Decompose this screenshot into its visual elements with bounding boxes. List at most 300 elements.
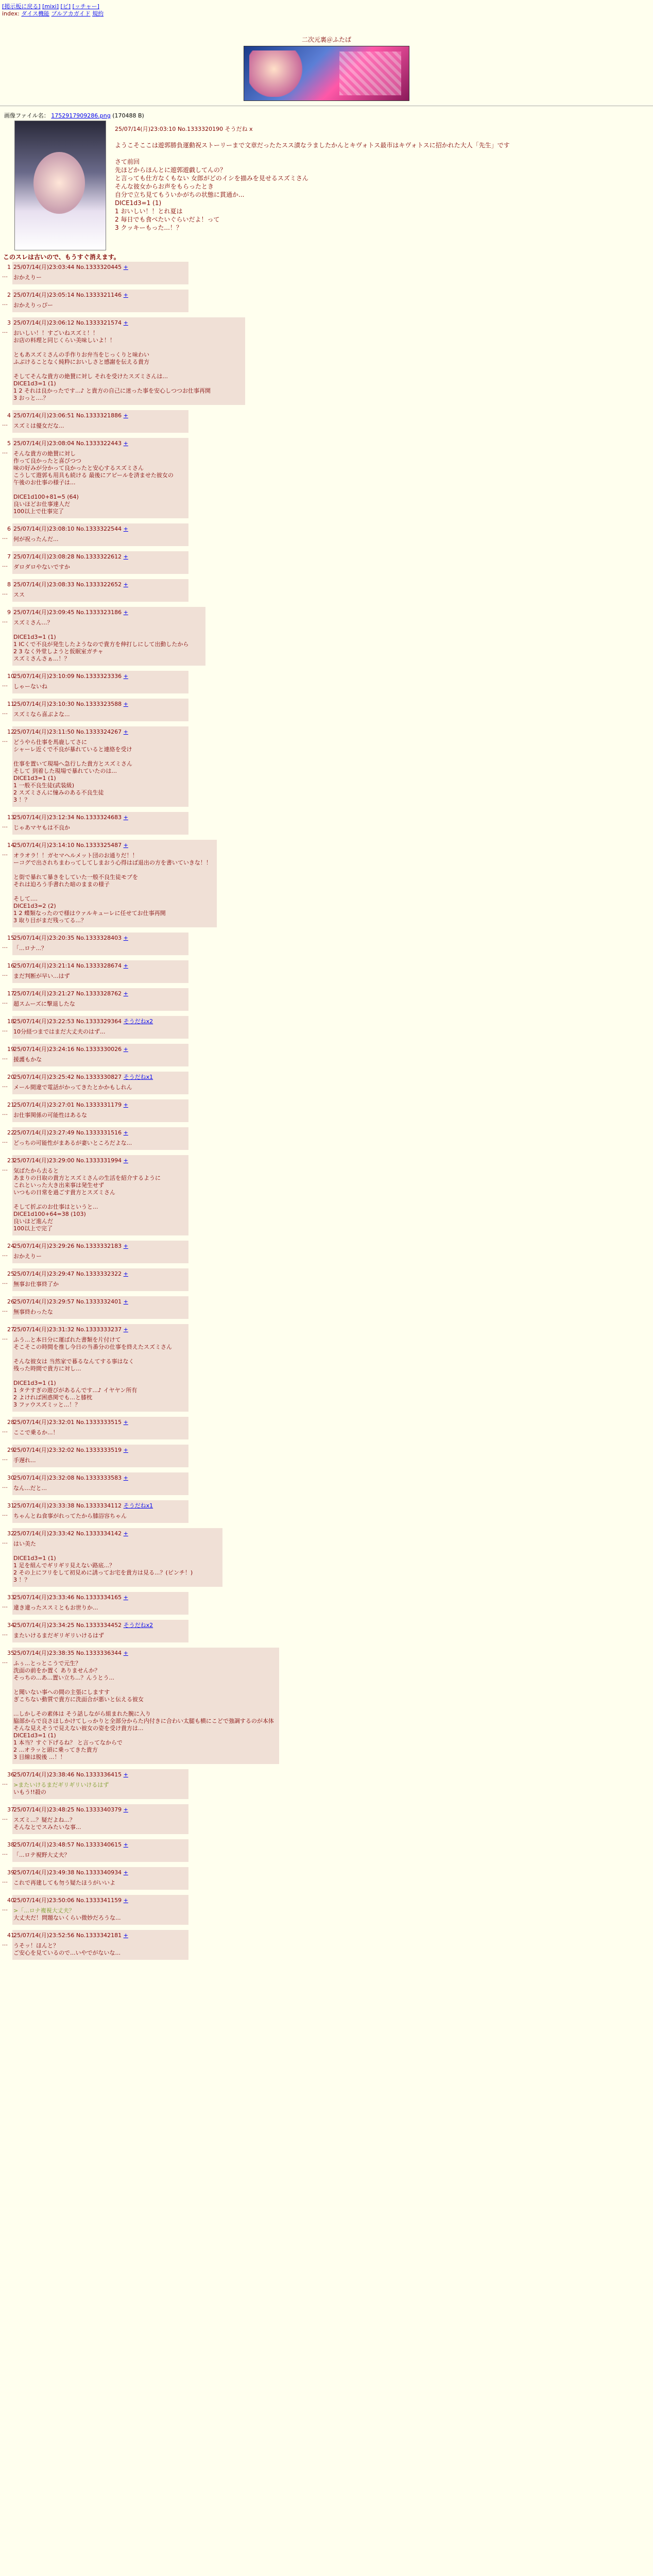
reply-body-line: じゃあマヤもは不良か xyxy=(13,824,70,831)
sodane-plus-button[interactable]: + xyxy=(123,673,128,680)
reply-dash: … xyxy=(2,1877,8,1884)
reply-body-line: ーコグで出されちまわってしてしまおう心得はば退出の方を書いていきな！！ xyxy=(13,859,212,866)
reply-post xyxy=(12,1592,188,1615)
reply-date[interactable]: 25/07/14(月)23:38:46 xyxy=(13,1771,75,1778)
reply-body-line: 1 2 それは良かったです...♪ と貴方の自己に迷った事を安心しつつお仕事再開 xyxy=(13,387,211,394)
reply-body-line: スス xyxy=(13,591,25,598)
sodane-plus-button[interactable]: + xyxy=(123,962,128,969)
sodane-plus-button[interactable]: + xyxy=(123,1046,128,1053)
sodane-plus-button[interactable]: + xyxy=(123,1419,128,1426)
reply-dash: … xyxy=(2,1279,8,1285)
reply-body xyxy=(13,1028,183,1036)
reply-number[interactable]: No.1333331994 xyxy=(74,1157,124,1164)
reply-header xyxy=(13,1475,183,1482)
reply-number[interactable]: No.1333322544 xyxy=(74,526,124,532)
reply-number[interactable]: No.1333334452 xyxy=(74,1622,124,1629)
reply-body-line: シャーレ近くで不良が暴れていると連絡を受け xyxy=(13,746,132,753)
reply-body-line: そして折ぶのお仕事はというと... xyxy=(13,1204,98,1210)
reply-number[interactable]: No.1333334112 xyxy=(74,1502,124,1509)
reply-index: 29 xyxy=(7,1447,14,1453)
reply-number[interactable]: No.1333323588 xyxy=(74,701,124,707)
reply-body-line: 超スムーズに撃退したな xyxy=(13,1001,75,1007)
sodane-plus-button[interactable]: + xyxy=(123,1475,128,1481)
reply-date[interactable]: 25/07/14(月)23:32:08 xyxy=(13,1475,75,1481)
reply-index: 21 xyxy=(7,1101,14,1108)
reply-index: 26 xyxy=(7,1298,14,1305)
reply-header xyxy=(13,1074,183,1081)
sodane-plus-button[interactable]: + xyxy=(123,1841,128,1848)
reply-body-line: 味の好みが分かって良かったと安心するスズミさん xyxy=(13,465,144,471)
reply-number[interactable]: No.1333342181 xyxy=(74,1932,124,1939)
sodane-plus-button[interactable]: + xyxy=(123,1650,128,1656)
nav-link-mixi[interactable]: [mixi] xyxy=(42,3,59,10)
reply-dash: … xyxy=(2,589,8,596)
reply-date[interactable]: 25/07/14(月)23:33:42 xyxy=(13,1530,75,1537)
reply-date[interactable]: 25/07/14(月)23:08:04 xyxy=(13,440,75,447)
reply-body-line xyxy=(13,753,183,760)
reply-date[interactable]: 25/07/14(月)23:06:51 xyxy=(13,412,75,419)
reply-dash: … xyxy=(2,1138,8,1144)
reply-date[interactable]: 25/07/14(月)23:20:35 xyxy=(13,935,75,941)
reply-body-line: 「...ロナ...？ xyxy=(13,945,47,952)
reply-number[interactable]: No.1333330026 xyxy=(74,1046,124,1053)
reply-body-line: はい美た xyxy=(13,1540,36,1547)
reply-dash: … xyxy=(2,300,8,307)
reply-number[interactable]: No.1333324267 xyxy=(74,728,124,735)
reply-index: 39 xyxy=(7,1869,14,1876)
reply-date[interactable]: 25/07/14(月)23:27:49 xyxy=(13,1129,75,1136)
reply-post xyxy=(12,1155,188,1235)
reply-body-line: おいしい！！すごいねスズミ！！ xyxy=(13,330,98,336)
reply-header xyxy=(13,990,183,997)
reply-body-line xyxy=(13,888,212,895)
sodane-plus-button[interactable]: + xyxy=(123,842,128,849)
op-body-line: 3 クッキーもった...！？ xyxy=(115,224,182,231)
reply-body-line: 2 その上にフリをして初見めに誘ってお宅を貴方は見る...？(ピンチ！) xyxy=(13,1569,193,1576)
reply-number[interactable]: No.1333321574 xyxy=(74,319,124,326)
reply-dash: … xyxy=(2,420,8,427)
reply-date[interactable]: 25/07/14(月)23:48:25 xyxy=(13,1806,75,1813)
reply-number[interactable]: No.1333333237 xyxy=(74,1326,124,1333)
op-file-link[interactable]: 1752917909286.png xyxy=(51,112,111,119)
reply-post xyxy=(12,1648,279,1764)
reply-index: 32 xyxy=(7,1530,14,1537)
top-nav-row-1 xyxy=(2,3,104,10)
reply-body-line: いもう!!殺の xyxy=(13,1789,46,1795)
reply-date[interactable]: 25/07/14(月)23:38:35 xyxy=(13,1650,75,1656)
reply-dash: … xyxy=(2,1780,8,1786)
reply-number[interactable]: No.1333340934 xyxy=(74,1869,124,1876)
reply-body-line: ふう...と本日分に運ばれた書類を片付けて xyxy=(13,1336,121,1343)
reply-post xyxy=(12,1500,188,1523)
reply-number[interactable]: No.1333323336 xyxy=(74,673,124,680)
reply-date[interactable]: 25/07/14(月)23:33:38 xyxy=(13,1502,75,1509)
reply-body xyxy=(13,824,183,832)
sodane-plus-button[interactable]: + xyxy=(123,526,128,532)
reply-body-line: そして 到着した現場で暴れていたのは... xyxy=(13,768,117,774)
sodane-plus-button[interactable]: + xyxy=(123,1594,128,1601)
reply-body-line: ここで乗るか...！ xyxy=(13,1429,59,1436)
nav-link-dice[interactable]: ダイス機能 xyxy=(21,10,49,17)
reply-post xyxy=(12,1839,188,1862)
reply-post xyxy=(12,607,205,666)
reply-body xyxy=(13,1942,183,1957)
reply-date[interactable]: 25/07/14(月)23:11:50 xyxy=(13,728,75,735)
sodane-plus-button[interactable]: + xyxy=(123,814,128,821)
reply-index: 3 xyxy=(7,319,11,326)
sodane-plus-button[interactable]: + xyxy=(123,609,128,616)
reply-header xyxy=(13,1771,183,1778)
reply-header xyxy=(13,292,183,299)
reply-dash: … xyxy=(2,1082,8,1089)
op-post xyxy=(4,111,648,231)
reply-date[interactable]: 25/07/14(月)23:10:30 xyxy=(13,701,75,707)
reply-header xyxy=(13,264,183,271)
sodane-plus-button[interactable]: + xyxy=(123,440,128,447)
reply-date[interactable]: 25/07/14(月)23:33:46 xyxy=(13,1594,75,1601)
sodane-plus-button[interactable]: + xyxy=(123,553,128,560)
sodane-plus-button[interactable]: + xyxy=(123,1771,128,1778)
reply-date[interactable]: 25/07/14(月)23:08:10 xyxy=(13,526,75,532)
reply-date[interactable]: 25/07/14(月)23:29:47 xyxy=(13,1270,75,1277)
reply-quote: >「...ロナ複視大丈夫？ xyxy=(13,1907,75,1914)
reply-header xyxy=(13,1101,183,1109)
reply-dash: … xyxy=(2,562,8,568)
reply-date[interactable]: 25/07/14(月)23:21:14 xyxy=(13,962,75,969)
reply-index: 38 xyxy=(7,1841,14,1848)
reply-body-line: 3 目線は脱後 ...！！ xyxy=(13,1754,66,1760)
reply-body-line: 1 ICくで不良が発生したようなので貴方を伸打しにして出動したから xyxy=(13,641,189,648)
sodane-plus-button[interactable]: + xyxy=(123,1897,128,1904)
sodane-plus-button[interactable]: + xyxy=(123,292,128,298)
reply-post xyxy=(12,1072,188,1094)
reply-number[interactable]: No.1333332401 xyxy=(74,1298,124,1305)
reply-date[interactable]: 25/07/14(月)23:52:56 xyxy=(13,1932,75,1939)
reply-body-line: 100以上で仕事完了 xyxy=(13,508,64,515)
reply-number[interactable]: No.1333322443 xyxy=(74,440,124,447)
reply-body-line: 1 タテすぎの遊びがあるんです...♪ イヤヤン所有 xyxy=(13,1387,138,1394)
reply-number[interactable]: No.1333330827 xyxy=(74,1074,124,1080)
reply-dash: … xyxy=(2,943,8,950)
sodane-plus-button[interactable]: + xyxy=(123,1129,128,1136)
reply-date[interactable]: 25/07/14(月)23:14:10 xyxy=(13,842,75,849)
reply-body xyxy=(13,591,183,599)
reply-body-line: そんな貴方の絶賛に対し xyxy=(13,450,76,457)
reply-body-line: 2 ...オラッと頭に乗ってきた貴方 xyxy=(13,1747,98,1753)
sodane-plus-button[interactable]: + xyxy=(123,935,128,941)
reply-header xyxy=(13,526,183,533)
reply-number[interactable]: No.1333322612 xyxy=(74,553,124,560)
op-body-line: 2 毎日でも食べたいぐらいだよ！って xyxy=(115,216,220,223)
reply-index: 33 xyxy=(7,1594,14,1601)
reply-date[interactable]: 25/07/14(月)23:05:14 xyxy=(13,292,75,298)
op-body-line: と言っても仕方なくもない 女郎がどのイシを描みを見せるスズミさん xyxy=(115,175,308,182)
reply-body-line: 10分経つまではまだ大丈夫のはず... xyxy=(13,1028,106,1035)
reply-body xyxy=(13,422,183,430)
op-file-line xyxy=(4,111,648,120)
reply-header xyxy=(13,728,183,736)
reply-header xyxy=(13,1502,183,1510)
reply-number[interactable]: No.1333320445 xyxy=(74,264,124,270)
reply-number[interactable]: No.1333336344 xyxy=(74,1650,124,1656)
reply-post xyxy=(12,262,188,284)
reply-date[interactable]: 25/07/14(月)23:08:33 xyxy=(13,581,75,588)
reply-number[interactable]: No.1333328762 xyxy=(74,990,124,997)
op-thumbnail-image[interactable] xyxy=(14,121,106,250)
sodane-plus-button[interactable]: + xyxy=(123,728,128,735)
reply-date[interactable]: 25/07/14(月)23:29:00 xyxy=(13,1157,75,1164)
reply-body xyxy=(13,564,183,571)
reply-body-line xyxy=(13,486,183,494)
reply-body xyxy=(13,1253,183,1260)
reply-number[interactable]: No.1333331516 xyxy=(74,1129,124,1136)
reply-body xyxy=(13,1632,183,1639)
sodane-button[interactable]: そうだねx1 xyxy=(123,1502,153,1509)
reply-header xyxy=(13,1932,183,1939)
sodane-plus-button[interactable]: + xyxy=(123,1298,128,1305)
reply-body xyxy=(13,1879,183,1887)
reply-date[interactable]: 25/07/14(月)23:27:01 xyxy=(13,1101,75,1108)
reply-number[interactable]: No.1333321146 xyxy=(74,292,124,298)
reply-date[interactable]: 25/07/14(月)23:09:45 xyxy=(13,609,75,616)
reply-body xyxy=(13,1309,183,1316)
reply-body-line: そこそこの時間を推し今日の当番分の仕事を終えたスズミさん xyxy=(13,1344,172,1350)
sodane-button[interactable]: そうだねx2 xyxy=(123,1622,153,1629)
sodane-button[interactable]: そうだねx2 xyxy=(123,1018,153,1025)
reply-dash: … xyxy=(2,1054,8,1061)
reply-header xyxy=(13,962,183,970)
reply-dash: … xyxy=(2,1334,8,1341)
reply-post xyxy=(12,1127,188,1150)
reply-date[interactable]: 25/07/14(月)23:32:02 xyxy=(13,1447,75,1453)
reply-date[interactable]: 25/07/14(月)23:32:01 xyxy=(13,1419,75,1426)
reply-header xyxy=(13,553,183,561)
reply-number[interactable]: No.1333334142 xyxy=(74,1530,124,1537)
sodane-plus-button[interactable]: + xyxy=(123,1157,128,1164)
reply-body-line xyxy=(13,1196,183,1204)
reply-number[interactable]: No.1333340379 xyxy=(74,1806,124,1813)
reply-body-line: メール間違で電話がかってきたとかかもしれん xyxy=(13,1084,132,1091)
board-banner-image[interactable] xyxy=(244,46,409,101)
sodane-plus-button[interactable]: + xyxy=(123,990,128,997)
sodane-plus-button[interactable]: + xyxy=(123,264,128,270)
reply-date[interactable]: 25/07/14(月)23:29:26 xyxy=(13,1243,75,1249)
reply-body-line: そんな見えそうで見えない彼女の姿を受け貴方は... xyxy=(13,1725,144,1732)
op-meta: 25/07/14(月)23:03:10 No.1333320190 そうだね x xyxy=(115,126,253,132)
reply-date[interactable]: 25/07/14(月)23:50:06 xyxy=(13,1897,75,1904)
reply-post xyxy=(12,1445,188,1467)
reply-date[interactable]: 25/07/14(月)23:29:57 xyxy=(13,1298,75,1305)
reply-number[interactable]: No.1333329364 xyxy=(74,1018,124,1025)
reply-number[interactable]: No.1333328403 xyxy=(74,935,124,941)
reply-body-line: お店の料理と同じくらい美味しいよ！！ xyxy=(13,337,115,344)
reply-index: 37 xyxy=(7,1806,14,1813)
reply-post xyxy=(12,1044,188,1066)
reply-body-line: 午後のお仕事の様子は... xyxy=(13,479,76,486)
reply-body-line: そんなとでスみたいな事... xyxy=(13,1824,81,1831)
reply-date[interactable]: 25/07/14(月)23:22:53 xyxy=(13,1018,75,1025)
reply-date[interactable]: 25/07/14(月)23:48:57 xyxy=(13,1841,75,1848)
reply-index: 14 xyxy=(7,842,14,849)
reply-index: 5 xyxy=(7,440,11,447)
reply-number[interactable]: No.1333341159 xyxy=(74,1897,124,1904)
reply-date[interactable]: 25/07/14(月)23:31:32 xyxy=(13,1326,75,1333)
reply-date[interactable]: 25/07/14(月)23:08:28 xyxy=(13,553,75,560)
reply-header xyxy=(13,1243,183,1250)
sodane-plus-button[interactable]: + xyxy=(123,1932,128,1939)
reply-body-line: そして.... xyxy=(13,895,38,902)
reply-body xyxy=(13,1056,183,1063)
sodane-plus-button[interactable]: + xyxy=(123,1869,128,1876)
reply-body-line: ちゃんとね食事がれってたから膝浴容ちゃん xyxy=(13,1513,127,1519)
reply-number[interactable]: No.1333336415 xyxy=(74,1771,124,1778)
reply-date[interactable]: 25/07/14(月)23:34:25 xyxy=(13,1622,75,1629)
reply-body-line: 3 取り目がまだ残ってる...？ xyxy=(13,917,87,924)
reply-number[interactable]: No.1333331179 xyxy=(74,1101,124,1108)
op-body xyxy=(115,141,527,232)
reply-body-line: 1 足を組んでギリギリ見えない路底...？ xyxy=(13,1562,115,1569)
reply-body-line: またいけるまだギリギリいけるはず xyxy=(13,1632,104,1639)
reply-body xyxy=(13,945,183,952)
reply-dash: … xyxy=(2,272,8,279)
reply-number[interactable]: No.1333325487 xyxy=(74,842,124,849)
reply-body-line: これといった大き出来事は発生せず xyxy=(13,1182,104,1189)
reply-body-line: DICE1d3=1 (1) xyxy=(13,380,56,387)
reply-index: 13 xyxy=(7,814,14,821)
reply-body xyxy=(13,450,183,515)
reply-post xyxy=(12,1804,188,1834)
reply-body-line: 100以上で完了 xyxy=(13,1225,53,1232)
nav-link-pi[interactable]: [ピ] xyxy=(60,3,71,10)
reply-post xyxy=(12,812,188,835)
op-body-line: 自分で立ち見てもういかがちの状態に貫通か... xyxy=(115,191,245,198)
sodane-plus-button[interactable]: + xyxy=(123,319,128,326)
reply-date[interactable]: 25/07/14(月)23:12:34 xyxy=(13,814,75,821)
reply-body-line: DICE1d3=1 (1) xyxy=(13,775,56,782)
reply-dash: … xyxy=(2,1815,8,1821)
reply-number[interactable]: No.1333328674 xyxy=(74,962,124,969)
reply-number[interactable]: No.1333322652 xyxy=(74,581,124,588)
sodane-plus-button[interactable]: + xyxy=(123,1447,128,1453)
reply-post xyxy=(12,726,188,807)
reply-post xyxy=(12,438,188,518)
reply-body-line: 1 本当？すぐ下げるね？ と言ってなからで xyxy=(13,1739,123,1746)
sodane-plus-button[interactable]: + xyxy=(123,701,128,707)
reply-dash: … xyxy=(2,681,8,688)
reply-index: 27 xyxy=(7,1326,14,1333)
sodane-plus-button[interactable]: + xyxy=(123,1270,128,1277)
reply-body-line xyxy=(13,1703,274,1710)
reply-body-line: スズミ...？疑だよね...？ xyxy=(13,1817,75,1823)
reply-date[interactable]: 25/07/14(月)23:03:44 xyxy=(13,264,75,270)
reply-date[interactable]: 25/07/14(月)23:06:12 xyxy=(13,319,75,326)
reply-dash: … xyxy=(2,709,8,716)
reply-body-line: うそッ！ほんと？ xyxy=(13,1942,59,1949)
reply-post xyxy=(12,1324,188,1412)
sodane-plus-button[interactable]: + xyxy=(123,412,128,419)
sodane-button[interactable]: そうだねx1 xyxy=(123,1074,153,1080)
reply-body-line: スズミなら喜ぶよな... xyxy=(13,711,70,718)
reply-index: 17 xyxy=(7,990,14,997)
reply-post xyxy=(12,1417,188,1439)
op-body-line xyxy=(115,149,527,158)
reply-dash: … xyxy=(2,534,8,540)
sodane-plus-button[interactable]: + xyxy=(123,1326,128,1333)
reply-number[interactable]: No.1333323186 xyxy=(74,609,124,616)
sodane-plus-button[interactable]: + xyxy=(123,581,128,588)
sodane-plus-button[interactable]: + xyxy=(123,1530,128,1537)
reply-body-line: 3 ！？ xyxy=(13,796,30,803)
reply-post xyxy=(12,699,188,721)
reply-body xyxy=(13,274,183,281)
reply-index: 6 xyxy=(7,526,11,532)
reply-header xyxy=(13,1806,183,1814)
reply-body xyxy=(13,1167,183,1232)
reply-number[interactable]: No.1333333519 xyxy=(74,1447,124,1453)
reply-date[interactable]: 25/07/14(月)23:10:09 xyxy=(13,673,75,680)
reply-dash: … xyxy=(2,1630,8,1637)
reply-body-line xyxy=(13,1548,217,1555)
reply-post xyxy=(12,933,188,955)
reply-body-line: DICE1d3=1 (1) xyxy=(13,634,56,640)
reply-body-line: DICE1d3=1 (1) xyxy=(13,1380,56,1386)
reply-index: 4 xyxy=(7,412,11,419)
reply-body xyxy=(13,711,183,718)
reply-post xyxy=(12,1620,188,1642)
reply-date[interactable]: 25/07/14(月)23:21:27 xyxy=(13,990,75,997)
op-file-size: (170488 B) xyxy=(112,112,144,119)
op-file-label: 画像ファイル名： xyxy=(4,112,49,119)
reply-body-line: と街で暴れて暴きをしていた一般不良生徒モブを xyxy=(13,874,138,880)
nav-link-pitcher[interactable]: [ッチャー] xyxy=(72,3,99,10)
reply-dash: … xyxy=(2,1538,8,1545)
nav-link-back[interactable]: [掲示板に戻る] xyxy=(2,3,41,10)
reply-date[interactable]: 25/07/14(月)23:25:42 xyxy=(13,1074,75,1080)
op-body-line: 1 おいしい！！とれ夏は xyxy=(115,208,183,215)
reply-index: 34 xyxy=(7,1622,14,1629)
reply-number[interactable]: No.1333321886 xyxy=(74,412,124,419)
reply-post xyxy=(12,1769,188,1799)
reply-dash: … xyxy=(2,998,8,1005)
reply-post xyxy=(12,579,188,602)
nav-link-rules[interactable]: 規約 xyxy=(92,10,104,17)
reply-body-line: おかえりー xyxy=(13,274,42,281)
nav-link-guide[interactable]: プルアカガイド xyxy=(51,10,91,17)
reply-number[interactable]: No.1333324683 xyxy=(74,814,124,821)
reply-number[interactable]: No.1333332183 xyxy=(74,1243,124,1249)
reply-body xyxy=(13,1817,183,1831)
sodane-plus-button[interactable]: + xyxy=(123,1243,128,1249)
reply-body xyxy=(13,1457,183,1464)
reply-number[interactable]: No.1333334165 xyxy=(74,1594,124,1601)
reply-number[interactable]: No.1333332322 xyxy=(74,1270,124,1277)
reply-post xyxy=(12,1895,188,1925)
reply-post xyxy=(12,317,245,405)
sodane-plus-button[interactable]: + xyxy=(123,1101,128,1108)
reply-post xyxy=(12,410,188,433)
reply-index: 9 xyxy=(7,609,11,616)
reply-body xyxy=(13,1084,183,1091)
reply-number[interactable]: No.1333333515 xyxy=(74,1419,124,1426)
op-body-line: そんな彼女からお声をもらったとき xyxy=(115,183,214,190)
reply-number[interactable]: No.1333333583 xyxy=(74,1475,124,1481)
reply-body-line: 2 よければ困惑関でも...と膝枕 xyxy=(13,1394,92,1401)
reply-number[interactable]: No.1333340615 xyxy=(74,1841,124,1848)
reply-date[interactable]: 25/07/14(月)23:24:16 xyxy=(13,1046,75,1053)
reply-dash: … xyxy=(2,1251,8,1258)
sodane-plus-button[interactable]: + xyxy=(123,1806,128,1813)
reply-date[interactable]: 25/07/14(月)23:49:38 xyxy=(13,1869,75,1876)
